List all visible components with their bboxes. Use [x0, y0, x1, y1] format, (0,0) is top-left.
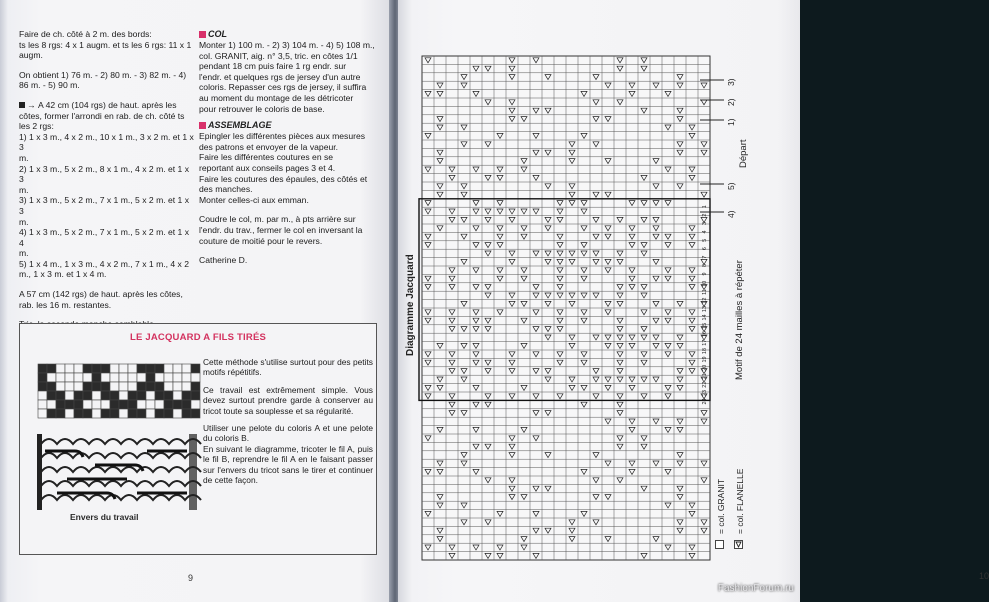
- motif-number: 8: [702, 264, 708, 268]
- text-line: pendant 18 cm puis faire 1 rg endr. sur: [199, 61, 347, 72]
- grid-cell: [56, 364, 65, 373]
- right-column: [199, 29, 375, 266]
- jacquard-diagram: [422, 56, 722, 564]
- motif-number: 6: [702, 247, 708, 251]
- jacquard-box: [19, 323, 377, 555]
- grid-cell: [47, 373, 56, 382]
- grid-cell: [173, 364, 182, 373]
- grid-cell: [182, 391, 191, 400]
- motif-number: 20: [702, 364, 708, 371]
- grid-cell: [65, 391, 74, 400]
- grid-cell: [92, 382, 101, 391]
- grid-cell: [146, 409, 155, 418]
- motif-number: 5: [702, 238, 708, 242]
- grid-cell: [164, 382, 173, 391]
- envers-illustration: [37, 434, 201, 510]
- grid-cell: [155, 373, 164, 382]
- text-line: → A 42 cm (104 rgs) de haut. après les: [19, 100, 195, 111]
- text-line: 3) 1 x 3 m., 5 x 2 m., 7 x 1 m., 5 x 2 m. et 1 x 3: [19, 195, 190, 216]
- text-line: col. GRANIT, aig. n° 3,5, tric. en côtes 1/1: [199, 50, 358, 61]
- grid-cell: [110, 373, 119, 382]
- grid-cell: [83, 391, 92, 400]
- grid-cell: [38, 400, 47, 409]
- grid-cell: [101, 373, 110, 382]
- text-line: côtes, former l'arrondi en rab. de ch. côté ts: [19, 110, 185, 121]
- text-line: l'endr. et quelques rgs de jersey d'un autre: [199, 71, 361, 82]
- grid-cell: [101, 382, 110, 391]
- text-line: au moment du montage de les détricoter: [199, 92, 354, 103]
- page-number-right: 10: [979, 571, 989, 581]
- grid-cell: [38, 391, 47, 400]
- text-line: Faire les différentes coutures en se: [199, 152, 334, 163]
- section-title-assemblage: ASSEMBLAGE: [199, 120, 375, 131]
- grid-cell: [74, 400, 83, 409]
- pink-square-icon: [199, 31, 206, 38]
- watermark: FashionForum.ru: [717, 583, 794, 594]
- triangle-icon: [735, 541, 742, 548]
- grid-cell: [56, 391, 65, 400]
- grid-cell: [173, 391, 182, 400]
- grid-cell: [137, 373, 146, 382]
- grid-cell: [155, 400, 164, 409]
- text-line: m.: [19, 184, 29, 195]
- motif-number: 21: [702, 373, 708, 380]
- motif-number: 7: [702, 255, 708, 259]
- text-line: On obtient 1) 76 m. - 2) 80 m. - 3) 82 m. - 4): [19, 69, 187, 80]
- size-markers: [700, 64, 740, 234]
- grid-cell: [47, 391, 56, 400]
- grid-cell: [74, 391, 83, 400]
- grid-cell: [164, 364, 173, 373]
- motif-number: 14: [702, 314, 708, 321]
- grid-cell: [92, 364, 101, 373]
- grid-cell: [128, 409, 137, 418]
- size-mark: 5): [726, 182, 736, 190]
- grid-cell: [83, 364, 92, 373]
- grid-cell: [137, 400, 146, 409]
- grid-cell: [191, 382, 200, 391]
- grid-cell: [74, 364, 83, 373]
- motif-number: 2: [702, 213, 708, 217]
- grid-cell: [173, 382, 182, 391]
- grid-cell: [119, 400, 128, 409]
- grid-cell: [47, 364, 56, 373]
- size-mark: 2): [726, 98, 736, 106]
- grid-cell: [128, 382, 137, 391]
- text-line: augm.: [19, 50, 43, 61]
- left-page: [0, 0, 391, 602]
- grid-cell: [182, 409, 191, 418]
- text-line: des manches.: [199, 184, 253, 195]
- page-number-left: 9: [188, 573, 194, 583]
- grid-cell: [92, 373, 101, 382]
- grid-cell: [137, 391, 146, 400]
- grid-cell: [119, 373, 128, 382]
- grid-cell: [110, 391, 119, 400]
- legend-blank-swatch: [715, 540, 724, 549]
- envers-label: Envers du travail: [70, 512, 139, 522]
- motif-number: 22: [702, 381, 708, 388]
- text-line: ts les 8 rgs: 4 x 1 augm. et ts les 6 rgs: 11 x 1: [19, 39, 192, 50]
- grid-cell: [164, 400, 173, 409]
- box-text: [203, 357, 373, 485]
- grid-cell: [74, 373, 83, 382]
- grid-cell: [191, 409, 200, 418]
- text-line: Faire les coutures des épaules, des côtés et: [199, 173, 368, 184]
- grid-cell: [74, 409, 83, 418]
- size-mark: 3): [726, 78, 736, 86]
- grid-cell: [83, 400, 92, 409]
- grid-cell: [173, 373, 182, 382]
- grid-cell: [92, 391, 101, 400]
- text-line: Epingler les différentes pièces aux mesures: [199, 131, 366, 142]
- size-mark: 1): [726, 118, 736, 126]
- grid-cell: [182, 364, 191, 373]
- box-paragraph: Utiliser une pelote du coloris A et une pelote du coloris B.: [203, 423, 373, 444]
- section-title-col: COL: [199, 29, 375, 40]
- grid-cell: [119, 364, 128, 373]
- grid-cell: [137, 364, 146, 373]
- grid-cell: [38, 409, 47, 418]
- motif-number: 10: [702, 280, 708, 287]
- grid-cell: [119, 409, 128, 418]
- grid-cell: [56, 373, 65, 382]
- grid-cell: [110, 382, 119, 391]
- grid-cell: [128, 364, 137, 373]
- grid-cell: [83, 382, 92, 391]
- grid-cell: [128, 400, 137, 409]
- text-line: Coudre le col, m. par m., à pts arrière sur: [199, 214, 356, 225]
- grid-cell: [92, 400, 101, 409]
- diagram-title: Diagramme Jacquard: [405, 254, 416, 356]
- box-paragraph: Cette méthode s'utilise surtout pour des petits motifs répétitifs.: [203, 357, 373, 378]
- text-line: A 57 cm (142 rgs) de haut. après les côtes,: [19, 289, 183, 300]
- grid-cell: [65, 373, 74, 382]
- text-line: pour retrouver le coloris de base.: [199, 103, 325, 114]
- text-line: 1) 1 x 3 m., 4 x 2 m., 10 x 1 m., 3 x 2 m. et 1 x 3: [19, 131, 194, 153]
- grid-cell: [38, 373, 47, 382]
- box-paragraph: En suivant le diagramme, tricoter le fil A, puis le fil B, reprendre le fil A en le faisant passer sur l'envers du tricot sans le tirer et continuer de cette façon.: [203, 443, 373, 486]
- grid-cell: [92, 409, 101, 418]
- motif-label: Motif de 24 mailles à répéter: [734, 260, 745, 380]
- bullet-arrow-icon: [19, 102, 25, 108]
- legend-label-granit: = col. GRANIT: [716, 478, 726, 534]
- text-line: m.: [19, 152, 29, 163]
- grid-cell: [110, 409, 119, 418]
- grid-cell: [56, 382, 65, 391]
- motif-number: 4: [702, 230, 708, 234]
- text-line: m., 1 x 3 m. et 1 x 4 m.: [19, 269, 107, 280]
- right-page: [398, 0, 989, 602]
- grid-cell: [155, 391, 164, 400]
- motif-number: 16: [702, 331, 708, 338]
- motif-number: 24: [702, 398, 708, 405]
- grid-cell: [173, 400, 182, 409]
- grid-cell: [146, 382, 155, 391]
- text-line: l'endr. du trav., fermer le col en inversant la: [199, 224, 363, 235]
- grid-cell: [164, 409, 173, 418]
- motif-number: 11: [702, 289, 708, 295]
- text-line: Monter celles-ci aux emman.: [199, 194, 309, 205]
- depart-label: Départ: [738, 139, 749, 168]
- text-line: A 42 cm (104 rgs) de haut. après les: [37, 99, 177, 110]
- grid-cell: [74, 382, 83, 391]
- grid-cell: [47, 409, 56, 418]
- text-line: 4) 1 x 3 m., 5 x 2 m., 7 x 1 m., 5 x 2 m. et 1 x 4: [19, 227, 190, 248]
- grid-cell: [164, 391, 173, 400]
- box-title: LE JACQUARD A FILS TIRÉS: [129, 332, 267, 343]
- text-line: Faire de ch. côté à 2 m. des bords:: [19, 29, 152, 39]
- motif-number: 17: [702, 339, 708, 346]
- motif-number: 19: [702, 356, 708, 363]
- motif-number: 1: [702, 205, 708, 209]
- text-line: Monter 1) 100 m. - 2) 3) 104 m. - 4) 5) 108 m.,: [199, 40, 375, 50]
- grid-cell: [173, 409, 182, 418]
- grid-cell: [47, 382, 56, 391]
- text-line: rab. les 16 m. restantes.: [19, 299, 112, 310]
- text-line: 2) 1 x 3 m., 5 x 2 m., 8 x 1 m., 4 x 2 m. et 1 x 3: [19, 163, 190, 185]
- box-paragraph: Ce travail est extrêmement simple. Vous devez surtout prendre garde à conserver au tricot toute sa souplesse et sa régularité.: [203, 384, 373, 416]
- motif-number: 12: [702, 297, 708, 304]
- grid-cell: [155, 382, 164, 391]
- motif-number: 9: [702, 272, 708, 276]
- grid-cell: [146, 391, 155, 400]
- grid-cell: [38, 382, 47, 391]
- grid-cell: [110, 400, 119, 409]
- grid-cell: [38, 364, 47, 373]
- grid-cell: [110, 364, 119, 373]
- grid-cell: [101, 364, 110, 373]
- grid-cell: [137, 382, 146, 391]
- grid-cell: [56, 409, 65, 418]
- grid-cell: [83, 409, 92, 418]
- grid-cell: [128, 391, 137, 400]
- grid-cell: [65, 400, 74, 409]
- grid-cell: [146, 364, 155, 373]
- grid-cell: [182, 382, 191, 391]
- grid-cell: [155, 409, 164, 418]
- grid-cell: [47, 400, 56, 409]
- grid-cell: [182, 373, 191, 382]
- text-line: 5) 1 x 4 m., 1 x 3 m., 4 x 2 m., 7 x 1 m., 4 x 2: [19, 258, 190, 269]
- motif-number: 3: [702, 222, 708, 226]
- grid-cell: [101, 400, 110, 409]
- grid-cell: [128, 373, 137, 382]
- grid-cell: [191, 391, 200, 400]
- mini-jacquard-grid: [38, 364, 200, 420]
- grid-cell: [65, 382, 74, 391]
- grid-cell: [119, 391, 128, 400]
- grid-cell: [146, 400, 155, 409]
- grid-cell: [191, 373, 200, 382]
- grid-cell: [191, 400, 200, 409]
- motif-number: 15: [702, 322, 708, 329]
- signature: Catherine D.: [199, 255, 248, 266]
- legend-label-flanelle: = col. FLANELLE: [735, 468, 745, 534]
- grid-cell: [83, 373, 92, 382]
- text-line: coloris. Repasser ces rgs de jersey, il suffira: [199, 82, 367, 93]
- grid-cell: [65, 409, 74, 418]
- grid-cell: [119, 382, 128, 391]
- grid-cell: [155, 364, 164, 373]
- text-line: les 2 rgs:: [19, 121, 54, 132]
- motif-number: 13: [702, 306, 708, 313]
- grid-cell: [191, 364, 200, 373]
- grid-cell: [65, 364, 74, 373]
- grid-cell: [146, 373, 155, 382]
- text-line: couture de moitié pour le revers.: [199, 235, 323, 246]
- left-column: [19, 29, 195, 330]
- grid-cell: [137, 409, 146, 418]
- text-line: m.: [19, 248, 29, 259]
- grid-cell: [182, 400, 191, 409]
- size-mark: 4): [726, 210, 736, 218]
- legend-triangle-swatch: [734, 540, 743, 549]
- text-line: reportant aux conseils pages 3 et 4.: [199, 162, 336, 173]
- text-line: des patrons et envoyer de la vapeur.: [199, 141, 339, 152]
- motif-number: 23: [702, 390, 708, 397]
- text-line: m.: [19, 216, 29, 227]
- text-line: 86 m. - 5) 90 m.: [19, 80, 80, 91]
- grid-cell: [56, 400, 65, 409]
- motif-number: 18: [702, 348, 708, 355]
- pink-square-icon: [199, 122, 206, 129]
- grid-cell: [164, 373, 173, 382]
- grid-cell: [101, 391, 110, 400]
- grid-cell: [101, 409, 110, 418]
